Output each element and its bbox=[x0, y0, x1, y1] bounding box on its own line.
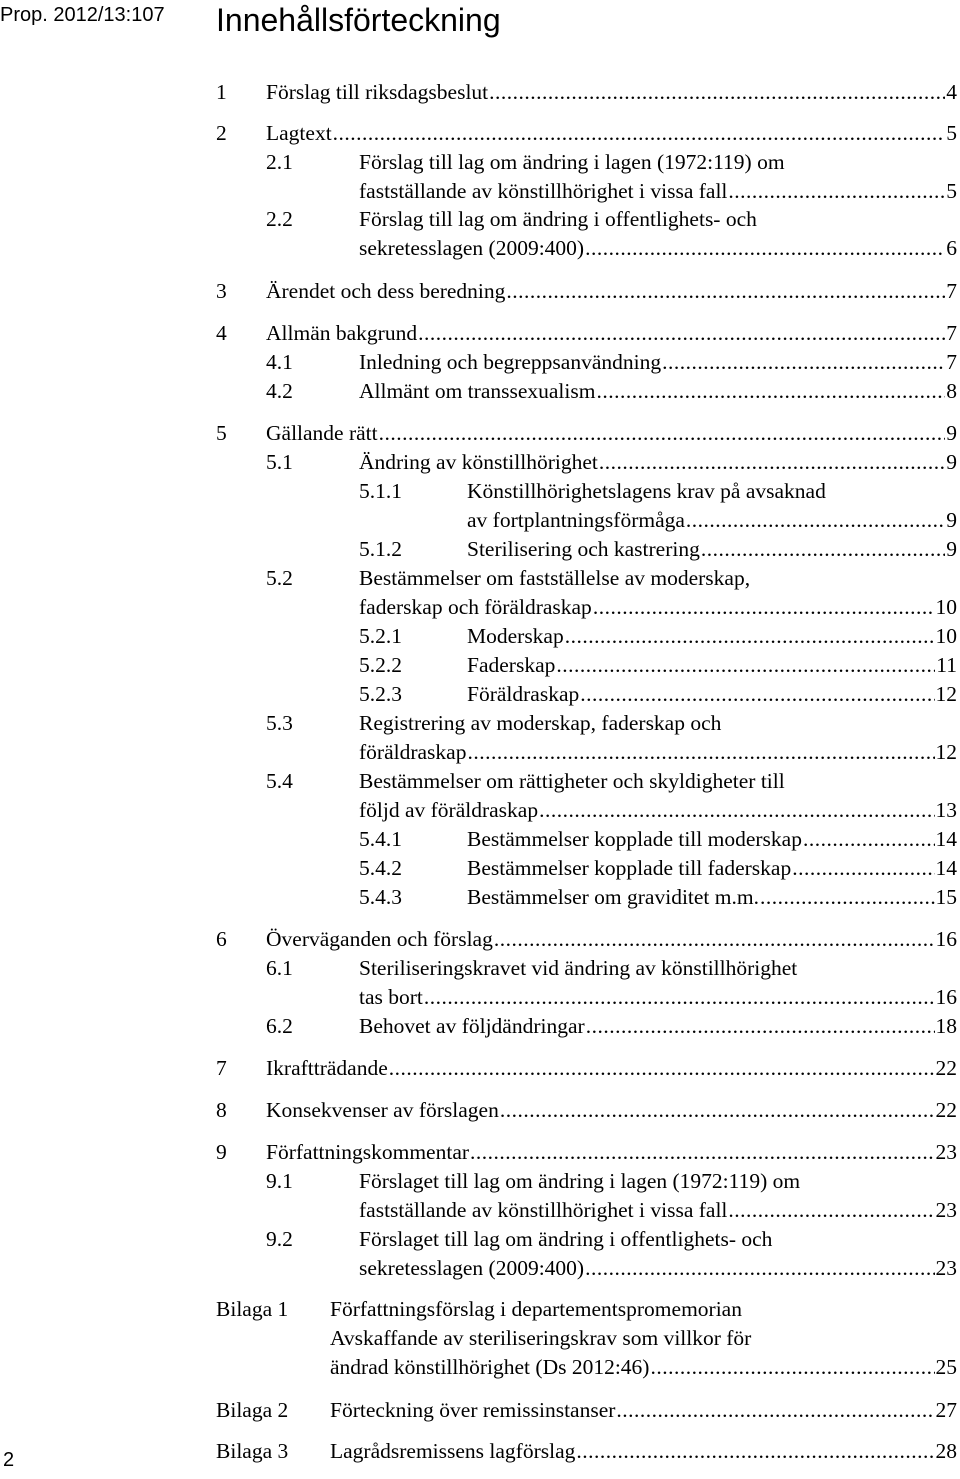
dot-leader bbox=[803, 825, 935, 853]
dot-leader bbox=[616, 1396, 934, 1424]
toc-number: Bilaga 1 bbox=[216, 1297, 289, 1321]
toc-title: Förslaget till lag om ändring i lagen (1972:119) om bbox=[359, 1169, 801, 1193]
toc-title: Avskaffande av steriliseringskrav som villkor för bbox=[330, 1326, 752, 1350]
toc-title: Bestämmelser om rättigheter och skyldigheter till bbox=[359, 769, 785, 793]
toc-title: föräldraskap bbox=[359, 740, 467, 764]
dot-leader bbox=[662, 348, 945, 376]
toc-title: Författningskommentar bbox=[266, 1140, 470, 1164]
toc-line bbox=[359, 825, 957, 853]
toc-line bbox=[216, 925, 957, 953]
toc-title: Allmänt om transsexualism bbox=[359, 379, 596, 403]
dot-leader bbox=[556, 651, 935, 679]
toc-page-number: 27 bbox=[935, 1398, 957, 1422]
toc-line bbox=[266, 954, 957, 982]
toc-title: sekretesslagen (2009:400) bbox=[359, 236, 585, 260]
toc-number: 6.1 bbox=[266, 956, 293, 980]
dot-leader bbox=[500, 1096, 935, 1124]
toc-line bbox=[359, 1196, 957, 1224]
toc-number: Bilaga 2 bbox=[216, 1398, 289, 1422]
toc-title: faderskap och föräldraskap bbox=[359, 595, 592, 619]
toc-line bbox=[216, 1396, 957, 1424]
toc-page-number: 10 bbox=[935, 624, 957, 648]
toc-page-number: 18 bbox=[935, 1014, 957, 1038]
dot-leader bbox=[792, 854, 934, 882]
toc-number: 5.1 bbox=[266, 450, 293, 474]
toc-number: 4 bbox=[216, 321, 227, 345]
toc-title: Förslaget till lag om ändring i offentlighets- och bbox=[359, 1227, 773, 1251]
dot-leader bbox=[599, 448, 945, 476]
toc-title: Föräldraskap bbox=[467, 682, 580, 706]
toc-page-number: 4 bbox=[946, 80, 957, 104]
toc-number: 8 bbox=[216, 1098, 227, 1122]
toc-page-number: 7 bbox=[946, 279, 957, 303]
toc-line bbox=[266, 377, 957, 405]
dot-leader bbox=[389, 1054, 935, 1082]
page-title: Innehållsförteckning bbox=[216, 2, 501, 38]
toc-line bbox=[266, 348, 957, 376]
toc-number: 5.4 bbox=[266, 769, 293, 793]
toc-page-number: 8 bbox=[946, 379, 957, 403]
toc-page-number: 9 bbox=[946, 537, 957, 561]
toc-line bbox=[266, 205, 957, 233]
toc-line bbox=[216, 1096, 957, 1124]
dot-leader bbox=[760, 883, 935, 911]
dot-leader bbox=[506, 277, 945, 305]
dot-leader bbox=[701, 535, 945, 563]
toc-page-number: 14 bbox=[935, 856, 957, 880]
toc-line bbox=[467, 506, 957, 534]
dot-leader bbox=[489, 78, 945, 106]
toc-line bbox=[266, 709, 957, 737]
toc-title: Registrering av moderskap, faderskap och bbox=[359, 711, 722, 735]
dot-leader bbox=[596, 377, 945, 405]
dot-leader bbox=[728, 1196, 934, 1224]
toc-line bbox=[359, 651, 957, 679]
toc-line bbox=[216, 319, 957, 347]
dot-leader bbox=[333, 119, 946, 147]
toc-line bbox=[359, 593, 957, 621]
toc-number: 6.2 bbox=[266, 1014, 293, 1038]
toc-page-number: 15 bbox=[935, 885, 957, 909]
toc-line bbox=[330, 1353, 957, 1381]
toc-title: Ändring av könstillhörighet bbox=[359, 450, 598, 474]
toc-title: Bestämmelser kopplade till moderskap bbox=[467, 827, 802, 851]
toc-title: Lagrådsremissens lagförslag bbox=[330, 1439, 576, 1463]
toc-page-number: 16 bbox=[935, 985, 957, 1009]
toc-line bbox=[359, 796, 957, 824]
toc-line bbox=[359, 234, 957, 262]
toc-line bbox=[216, 78, 957, 106]
toc-title: Bestämmelser om fastställelse av moderskap, bbox=[359, 566, 751, 590]
dot-leader bbox=[494, 925, 935, 953]
toc-number: 5.4.1 bbox=[359, 827, 402, 851]
toc-number: 5.2.3 bbox=[359, 682, 402, 706]
dot-leader bbox=[470, 1138, 934, 1166]
dot-leader bbox=[593, 593, 935, 621]
toc-page-number: 11 bbox=[936, 653, 957, 677]
toc-page-number: 13 bbox=[935, 798, 957, 822]
toc-title: Författningsförslag i departementspromemorian bbox=[330, 1297, 742, 1321]
toc-page-number: 22 bbox=[935, 1098, 957, 1122]
toc-page-number: 23 bbox=[935, 1198, 957, 1222]
dot-leader bbox=[586, 1012, 935, 1040]
toc-page-number: 5 bbox=[946, 121, 957, 145]
toc-page-number: 23 bbox=[935, 1256, 957, 1280]
toc-line bbox=[216, 1138, 957, 1166]
toc-page-number: 12 bbox=[935, 682, 957, 706]
toc-page-number: 9 bbox=[946, 508, 957, 532]
toc-page-number: 5 bbox=[946, 179, 957, 203]
toc-number: 5.1.1 bbox=[359, 479, 402, 503]
toc-number: 7 bbox=[216, 1056, 227, 1080]
toc-title: Sterilisering och kastrering bbox=[467, 537, 700, 561]
toc-title: Faderskap bbox=[467, 653, 556, 677]
toc-title: Inledning och begreppsanvändning bbox=[359, 350, 662, 374]
dot-leader bbox=[585, 1254, 934, 1282]
toc-title: av fortplantningsförmåga bbox=[467, 508, 685, 532]
dot-leader bbox=[728, 177, 945, 205]
dot-leader bbox=[585, 234, 945, 262]
toc-page-number: 9 bbox=[946, 450, 957, 474]
toc-line bbox=[266, 1225, 957, 1253]
dot-leader bbox=[539, 796, 934, 824]
toc-page-number: 12 bbox=[935, 740, 957, 764]
toc-number: 5.1.2 bbox=[359, 537, 402, 561]
toc-number: 9.2 bbox=[266, 1227, 293, 1251]
toc-page-number: 16 bbox=[935, 927, 957, 951]
dot-leader bbox=[650, 1353, 934, 1381]
toc-title: Förteckning över remissinstanser bbox=[330, 1398, 616, 1422]
toc-number: 3 bbox=[216, 279, 227, 303]
toc-title: Könstillhörighetslagens krav på avsaknad bbox=[467, 479, 826, 503]
toc-title: ändrad könstillhörighet (Ds 2012:46) bbox=[330, 1355, 650, 1379]
toc-page-number: 22 bbox=[935, 1056, 957, 1080]
toc-page-number: 7 bbox=[946, 321, 957, 345]
toc-title: Moderskap bbox=[467, 624, 564, 648]
toc-title: Gällande rätt bbox=[266, 421, 378, 445]
toc-title: Förslag till riksdagsbeslut bbox=[266, 80, 489, 104]
toc-line bbox=[216, 1054, 957, 1082]
toc-title: Lagtext bbox=[266, 121, 332, 145]
toc-number: 2 bbox=[216, 121, 227, 145]
toc-page-number: 6 bbox=[946, 236, 957, 260]
toc-number: 6 bbox=[216, 927, 227, 951]
toc-line bbox=[359, 477, 957, 505]
proposition-number: Prop. 2012/13:107 bbox=[0, 4, 165, 26]
toc-title: följd av föräldraskap bbox=[359, 798, 539, 822]
toc-number: 5.2.1 bbox=[359, 624, 402, 648]
dot-leader bbox=[576, 1437, 934, 1465]
toc-title: Överväganden och förslag bbox=[266, 927, 493, 951]
toc-line bbox=[266, 564, 957, 592]
toc-line bbox=[216, 277, 957, 305]
toc-title: Steriliseringskravet vid ändring av könstillhörighet bbox=[359, 956, 798, 980]
toc-page-number: 23 bbox=[935, 1140, 957, 1164]
toc-line bbox=[359, 535, 957, 563]
toc-title: Allmän bakgrund bbox=[266, 321, 418, 345]
toc-line bbox=[359, 680, 957, 708]
toc-number: 5.3 bbox=[266, 711, 293, 735]
toc-line bbox=[216, 1437, 957, 1465]
toc-number: 5.4.3 bbox=[359, 885, 402, 909]
toc-number: 2.1 bbox=[266, 150, 293, 174]
toc-title: fastställande av könstillhörighet i vissa fall bbox=[359, 179, 728, 203]
toc-title: Bestämmelser kopplade till faderskap bbox=[467, 856, 792, 880]
toc-line bbox=[266, 767, 957, 795]
toc-title: Ärendet och dess beredning bbox=[266, 279, 506, 303]
toc-title: tas bort bbox=[359, 985, 423, 1009]
page-number: 2 bbox=[3, 1449, 15, 1471]
dot-leader bbox=[565, 622, 935, 650]
dot-leader bbox=[379, 419, 946, 447]
dot-leader bbox=[418, 319, 945, 347]
toc-title: Ikraftträdande bbox=[266, 1056, 388, 1080]
toc-title: Förslag till lag om ändring i lagen (1972:119) om bbox=[359, 150, 785, 174]
toc-number: 5 bbox=[216, 421, 227, 445]
toc-title: Behovet av följdändringar bbox=[359, 1014, 585, 1038]
toc-page-number: 14 bbox=[935, 827, 957, 851]
toc-number: 9 bbox=[216, 1140, 227, 1164]
toc-title: fastställande av könstillhörighet i vissa fall bbox=[359, 1198, 728, 1222]
toc-page-number: 10 bbox=[935, 595, 957, 619]
toc-page-number: 25 bbox=[935, 1355, 957, 1379]
toc-number: 4.1 bbox=[266, 350, 293, 374]
toc-page-number: 9 bbox=[946, 421, 957, 445]
toc-title: sekretesslagen (2009:400) bbox=[359, 1256, 585, 1280]
toc-page-number: 28 bbox=[935, 1439, 957, 1463]
toc-title: Konsekvenser av förslagen bbox=[266, 1098, 499, 1122]
toc-line bbox=[359, 854, 957, 882]
toc-number: 4.2 bbox=[266, 379, 293, 403]
dot-leader bbox=[686, 506, 945, 534]
toc-line bbox=[266, 1012, 957, 1040]
toc-line bbox=[330, 1324, 957, 1352]
dot-leader bbox=[467, 738, 934, 766]
dot-leader bbox=[580, 680, 934, 708]
toc-line bbox=[359, 622, 957, 650]
toc-number: 2.2 bbox=[266, 207, 293, 231]
toc-number: 5.2.2 bbox=[359, 653, 402, 677]
toc-line bbox=[216, 419, 957, 447]
toc-page-number: 7 bbox=[946, 350, 957, 374]
toc-line bbox=[266, 148, 957, 176]
toc-line bbox=[216, 119, 957, 147]
toc-line bbox=[359, 983, 957, 1011]
toc-line bbox=[359, 883, 957, 911]
toc-line bbox=[359, 177, 957, 205]
toc-line bbox=[266, 448, 957, 476]
toc-line bbox=[266, 1167, 957, 1195]
toc-number: 9.1 bbox=[266, 1169, 293, 1193]
toc-line bbox=[359, 738, 957, 766]
toc-number: 5.2 bbox=[266, 566, 293, 590]
toc-title: Förslag till lag om ändring i offentlighets- och bbox=[359, 207, 757, 231]
dot-leader bbox=[424, 983, 935, 1011]
toc-line bbox=[216, 1295, 957, 1323]
toc-line bbox=[359, 1254, 957, 1282]
toc-number: 1 bbox=[216, 80, 227, 104]
toc-number: Bilaga 3 bbox=[216, 1439, 289, 1463]
toc-title: Bestämmelser om graviditet m.m. bbox=[467, 885, 759, 909]
toc-number: 5.4.2 bbox=[359, 856, 402, 880]
